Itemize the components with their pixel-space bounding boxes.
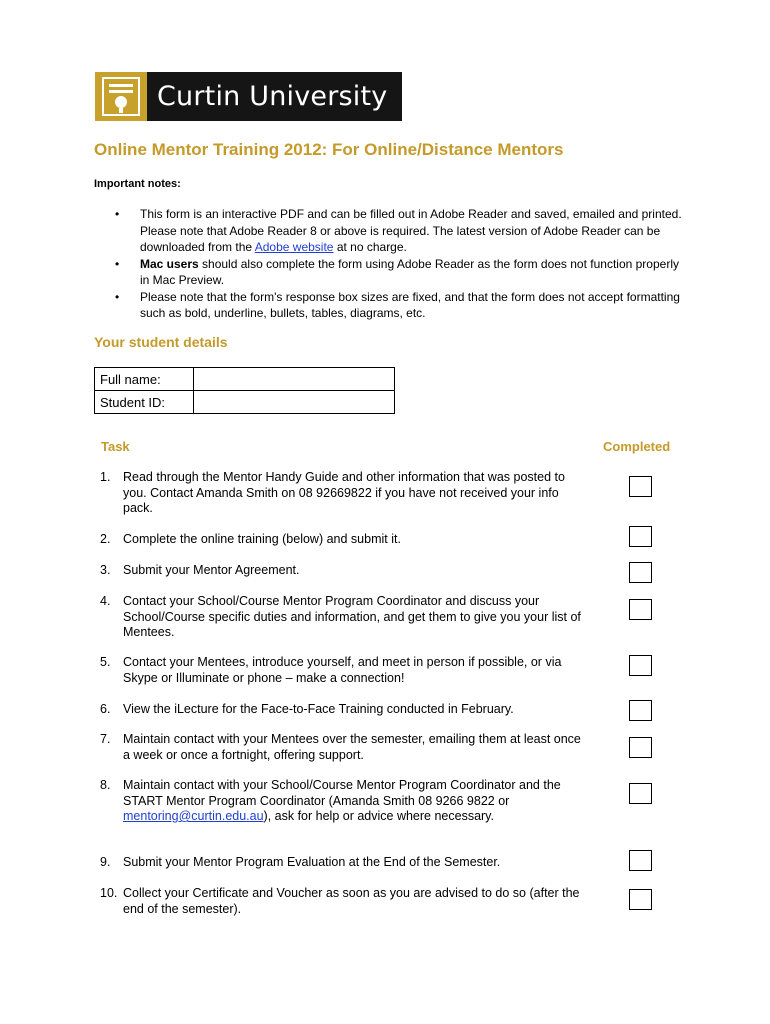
bullet-icon: • — [115, 256, 120, 271]
task-number: 7. — [100, 732, 111, 746]
note-item — [115, 206, 690, 256]
mentoring-email-link[interactable]: mentoring@curtin.edu.au — [123, 809, 264, 823]
task-checkbox[interactable] — [629, 599, 652, 620]
task-text-part: Maintain contact with your School/Course Mentor Program Coordinator and the START Mentor Program Coordinator (Amanda Smith 08 9266 9822 or — [123, 778, 561, 808]
task-checkbox[interactable] — [629, 476, 652, 497]
table-row — [95, 368, 395, 391]
task-checkbox[interactable] — [629, 526, 652, 547]
note-text: This form is an interactive PDF and can be filled out in Adobe Reader and saved, emailed and printed. Please note that Adobe Reader 8 or above is required. The latest version of Adobe Reader can be downloaded from the — [140, 207, 682, 254]
task-column-header: Task — [101, 439, 130, 454]
task-item — [100, 594, 590, 641]
task-item — [100, 778, 590, 825]
task-text: View the iLecture for the Face-to-Face Training conducted in February. — [123, 702, 514, 716]
task-text: Submit your Mentor Program Evaluation at the End of the Semester. — [123, 855, 501, 869]
task-text-part: ), ask for help or advice where necessary. — [263, 809, 494, 823]
task-text: Contact your School/Course Mentor Program Coordinator and discuss your School/Course specific duties and information, and get them to give you your list of Mentees. — [123, 594, 581, 639]
important-notes-label: Important notes: — [94, 178, 181, 190]
task-checkbox[interactable] — [629, 889, 652, 910]
note-text: should also complete the form using Adobe Reader as the form does not function properly in Mac Preview. — [140, 256, 679, 287]
task-number: 8. — [100, 778, 111, 792]
student-id-label: Student ID: — [95, 391, 194, 414]
completed-column-header: Completed — [603, 439, 671, 454]
task-number: 2. — [100, 532, 111, 546]
task-number: 6. — [100, 702, 111, 716]
task-checkbox[interactable] — [629, 655, 652, 676]
task-checkbox[interactable] — [629, 737, 652, 758]
task-item — [100, 470, 590, 517]
task-text: Collect your Certificate and Voucher as soon as you are advised to do so (after the end of the semester). — [123, 886, 580, 916]
full-name-label: Full name: — [95, 368, 194, 391]
bullet-icon: • — [115, 289, 120, 304]
task-text — [123, 778, 590, 825]
curtin-logo — [95, 72, 402, 121]
note-item — [115, 289, 690, 322]
note-text: at no charge. — [333, 240, 407, 254]
page-title: Online Mentor Training 2012: For Online/Distance Mentors — [94, 140, 564, 159]
task-number: 5. — [100, 655, 111, 669]
full-name-field[interactable] — [194, 368, 395, 391]
adobe-website-link[interactable]: Adobe website — [254, 240, 334, 254]
task-text: Maintain contact with your Mentees over the semester, emailing them at least once a week or once a fortnight, offering support. — [123, 732, 581, 762]
task-checkbox[interactable] — [629, 850, 652, 871]
logo-text: Curtin University — [157, 81, 388, 112]
student-details-heading: Your student details — [94, 334, 228, 350]
task-number: 10. — [100, 886, 118, 900]
task-item — [100, 532, 590, 548]
task-checkbox[interactable] — [629, 700, 652, 721]
task-text: Complete the online training (below) and submit it. — [123, 532, 401, 546]
task-item — [100, 563, 590, 579]
task-number: 3. — [100, 563, 111, 577]
note-text: Please note that the form's response box sizes are fixed, and that the form does not accept formatting such as bold, underline, bullets, tables, diagrams, etc. — [140, 289, 680, 320]
crest-icon — [95, 72, 147, 121]
student-id-field[interactable] — [194, 391, 395, 414]
task-item — [100, 886, 590, 917]
notes-list — [115, 206, 690, 322]
task-checkbox[interactable] — [629, 783, 652, 804]
task-text: Contact your Mentees, introduce yourself, and meet in person if possible, or via Skype or Illuminate or phone – make a connection! — [123, 655, 562, 685]
task-item — [100, 655, 590, 686]
task-item — [100, 702, 590, 718]
task-number: 1. — [100, 470, 111, 484]
table-row — [95, 391, 395, 414]
student-details-table — [94, 367, 395, 414]
bullet-icon: • — [115, 207, 120, 221]
task-item — [100, 855, 590, 871]
task-text: Read through the Mentor Handy Guide and other information that was posted to you. Contact Amanda Smith on 08 92669822 if you have not received your info pack. — [123, 470, 565, 515]
task-checkbox[interactable] — [629, 562, 652, 583]
note-bold-text: Mac users — [140, 256, 199, 271]
note-item — [115, 256, 690, 289]
task-item — [100, 732, 590, 763]
task-number: 4. — [100, 594, 111, 608]
task-text: Submit your Mentor Agreement. — [123, 563, 300, 577]
task-number: 9. — [100, 855, 111, 869]
